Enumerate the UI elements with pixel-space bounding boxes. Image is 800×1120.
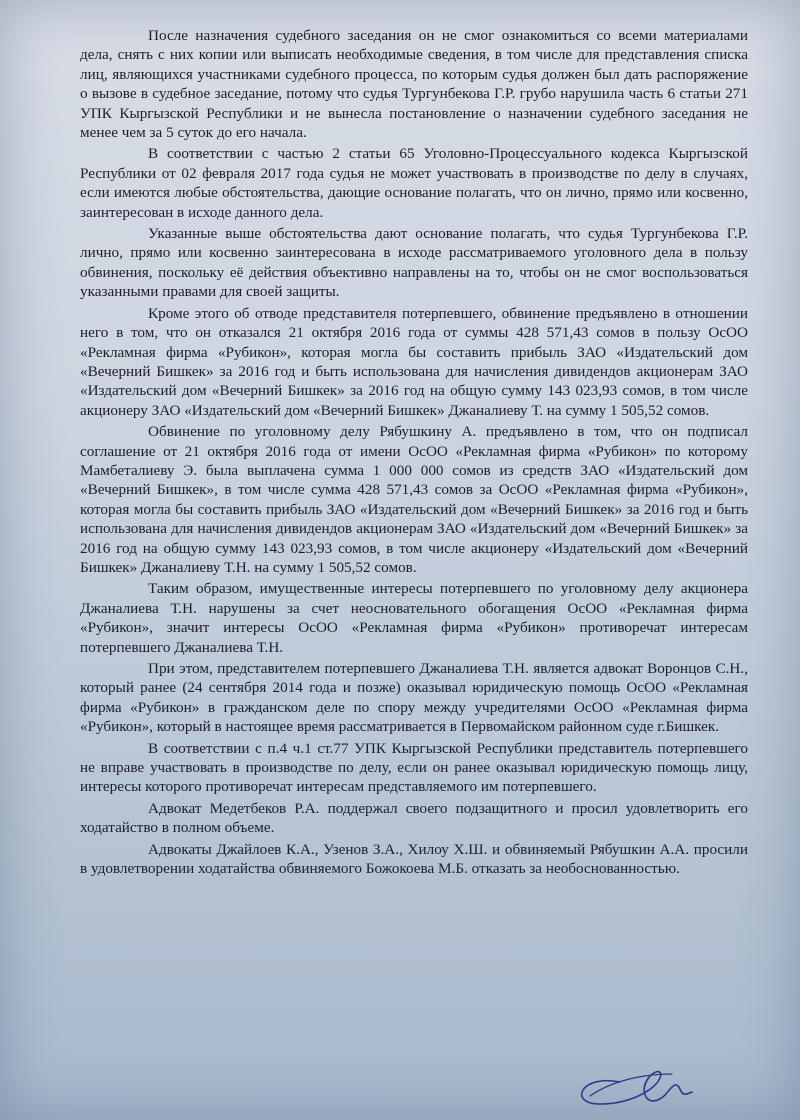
paragraph-7: При этом, представителем потерпевшего Джаналиева Т.Н. является адвокат Воронцов С.Н., который ранее (24 сентября 2014 года и позже) оказывал юридическую помощь ОсОО «Рекламная фирма «Рубикон» в гражданском деле по спору между учредителями ОсОО «Рекламная фирма «Рубикон», который в настоящее время рассматривается в Первомайском районном суде г.Бишкек. bbox=[80, 660, 748, 736]
paragraph-5: Обвинение по уголовному делу Рябушкину А. предъявлено в том, что он подписал соглашение от 21 октября 2016 года от имени ОсОО «Рекламная фирма «Рубикон» по которому Мамбеталиеву Э. была выплачена сумма 1 000 000 сомов из средств ЗАО «Издательский дом «Вечерний Бишкек», в том числе сумма 428 571,43 сомов за ОсОО «Рекламная фирма «Рубикон», которая могла бы составить прибыль ЗАО «Издательский дом «Вечерний Бишкек» за 2016 год и быть использована для начисления дивидендов акционерам ЗАО «Издательский дом «Вечерний Бишкек» за 2016 год на общую сумму 143 023,93 сомов, в том числе акционеру «Издательский дом «Вечерний Бишкек» Джаналиеву Т.Н. на сумму 1 505,52 сомов. bbox=[80, 423, 748, 576]
paragraph-4: Кроме этого об отводе представителя потерпевшего, обвинение предъявлено в отношении него в том, что он отказался 21 октября 2016 года от суммы 428 571,43 сомов в пользу ОсОО «Рекламная фирма «Рубикон», которая могла бы составить прибыль ЗАО «Издательский дом «Вечерний Бишкек» за 2016 год и быть использована для начисления дивидендов акционерам ЗАО «Издательский дом «Вечерний Бишкек» за 2016 год на общую сумму 143 023,93 сомов, в том числе акционеру ЗАО «Издательский дом «Вечерний Бишкек» Джаналиеву Т. на сумму 1 505,52 сомов. bbox=[80, 304, 748, 419]
paragraph-2: В соответствии с частью 2 статьи 65 Уголовно-Процессуального кодекса Кыргызской Республики от 02 февраля 2017 года судья не может участвовать в производстве по делу в случаях, если имеются любые обстоятельства, дающие основание полагать, что он лично, прямо или косвенно, заинтересован в исходе данного дела. bbox=[80, 145, 748, 221]
paragraph-1: После назначения судебного заседания он не смог ознакомиться со всеми материалами дела, снять с них копии или выписать необходимые сведения, в том числе для представления списка лиц, являющихся участниками судебного процесса, по которым судья должен был дать распоряжение о вызове в судебное заседание, потому что судья Тургунбекова Г.Р. грубо нарушила часть 6 статьи 271 УПК Кыргызской Республики и не вынесла постановление о назначении судебного заседания не менее чем за 5 суток до его начала. bbox=[80, 27, 748, 142]
signature-icon bbox=[560, 1052, 710, 1110]
paragraph-8: В соответствии с п.4 ч.1 ст.77 УПК Кыргызской Республики представитель потерпевшего не вправе участвовать в производстве по делу, если он ранее оказывал юридическую помощь лицу, интересы которого противоречат интересам представляемого им потерпевшего. bbox=[80, 739, 748, 796]
paragraph-9: Адвокат Медетбеков Р.А. поддержал своего подзащитного и просил удовлетворить его ходатайство в полном объеме. bbox=[80, 799, 748, 837]
paragraph-6: Таким образом, имущественные интересы потерпевшего по уголовному делу акционера Джаналиева Т.Н. нарушены за счет неосновательного обогащения ОсОО «Рекламная фирма «Рубикон», значит интересы ОсОО «Рекламная фирма «Рубикон» противоречат интересам потерпевшего Джаналиева Т.Н. bbox=[80, 580, 748, 656]
document-body bbox=[80, 26, 748, 878]
paragraph-3: Указанные выше обстоятельства дают основание полагать, что судья Тургунбекова Г.Р. лично, прямо или косвенно заинтересована в исходе рассматриваемого уголовного дела в пользу обвинения, поскольку её действия объективно направлены на то, чтобы он не смог воспользоваться указанными правами для своей защиты. bbox=[80, 225, 748, 301]
paragraph-10: Адвокаты Джайлоев К.А., Узенов З.А., Хилоу Х.Ш. и обвиняемый Рябушкин А.А. просили в удовлетворении ходатайства обвиняемого Божокоева М.Б. отказать за необоснованностью. bbox=[80, 840, 748, 878]
